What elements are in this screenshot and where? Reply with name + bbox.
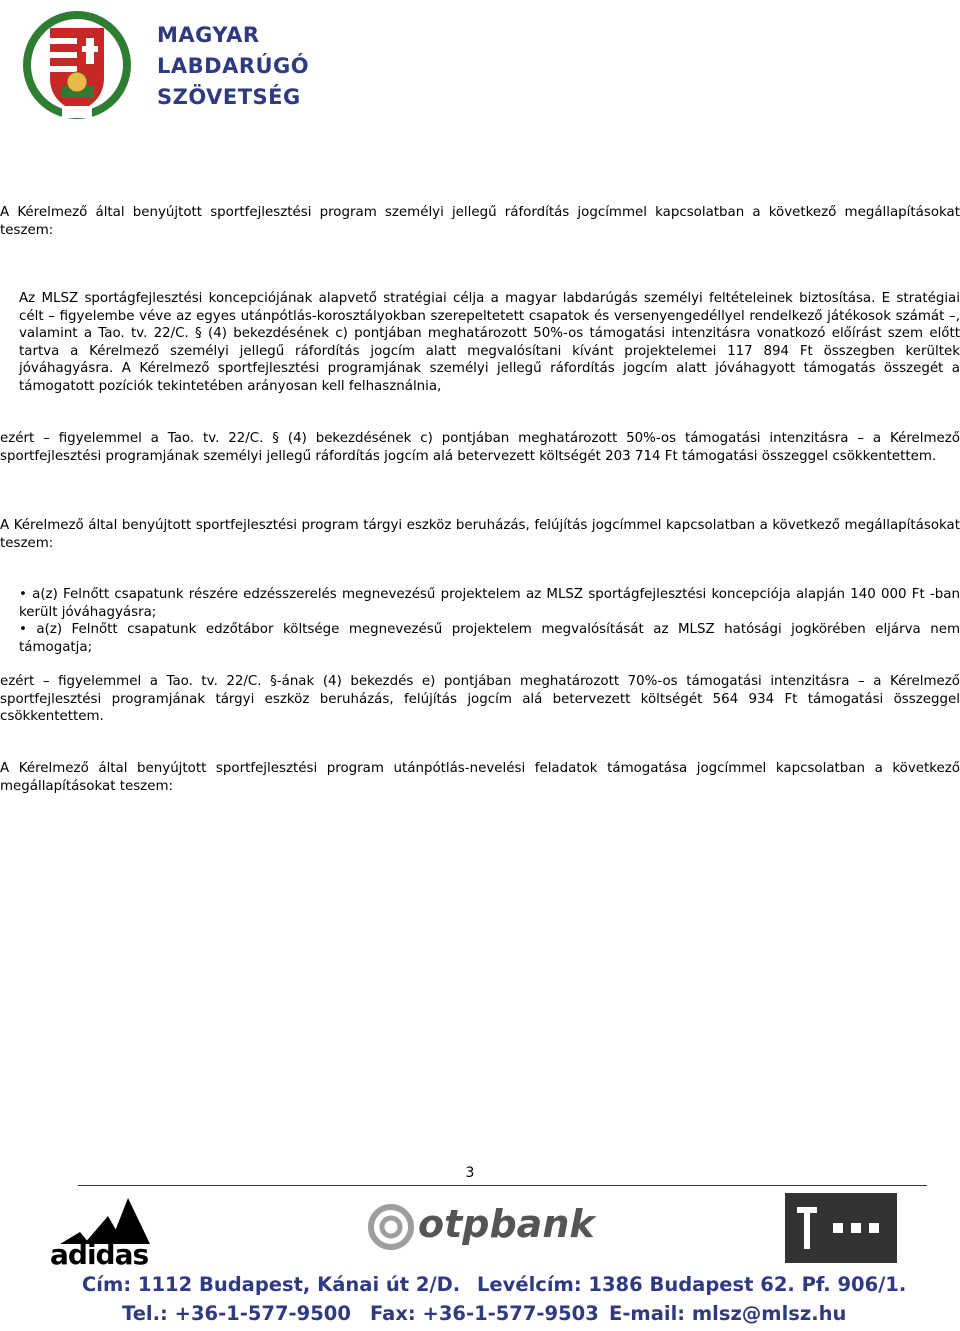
logo-line-2: LABDARÚGÓ	[157, 54, 310, 78]
paragraph-1	[0, 204, 960, 239]
paragraph-4-text: A Kérelmező által benyújtott sportfejlesztési program tárgyi eszköz beruházás, felújítás jogcímmel kapcsolatban a következő megállapításokat teszem:	[0, 518, 960, 551]
logo-line-3: SZÖVETSÉG	[157, 85, 301, 109]
footer-address: Cím: 1112 Budapest, Kánai út 2/D.	[82, 1273, 461, 1296]
footer-mail-address: Levélcím: 1386 Budapest 62. Pf. 906/1.	[477, 1273, 907, 1296]
page-number: 3	[465, 1165, 475, 1181]
bullet-item-2: • a(z) Felnőtt csapatunk edzőtábor költsége megnevezésű projektelem megvalósítását az MLSZ hatósági jogkörében eljárva nem támogatja;	[19, 622, 960, 655]
mlsz-seal-logo	[22, 6, 132, 124]
mlsz-logo-text	[157, 20, 309, 113]
otp-swirl-icon	[368, 1204, 414, 1250]
sponsor-logos	[0, 1188, 960, 1271]
paragraph-4	[0, 517, 960, 552]
telekom-logo	[785, 1193, 897, 1263]
paragraph-6	[0, 760, 960, 795]
otpbank-logo	[368, 1202, 595, 1254]
footer-email: E-mail: mlsz@mlsz.hu	[609, 1302, 847, 1325]
paragraph-5-text: ezért – figyelemmel a Tao. tv. 22/C. §-ának (4) bekezdés e) pontjában meghatározott 70%-os támogatási intenzitásra – a Kérelmező sportfejlesztési programjának tárgyi eszköz beruházás, felújítás jogcím alá betervezett költségét 564 934 Ft támogatási összeggel csökkentettem.	[0, 674, 960, 725]
footer-divider	[78, 1185, 927, 1186]
paragraph-2-text: Az MLSZ sportágfejlesztési koncepciójának alapvető stratégiai célja a magyar labdarúgás személyi feltételeinek biztosítása. E stratégiai célt – figyelembe véve az egyes utánpótlás-korosztályokban szerepeltetett csapatok és versenyengedéllyel rendelkező játékosok számát –, valamint a Tao. tv. 22/C. § (4) bekezdésének c) pontjában meghatározott 50%-os támogatási intenzitásra vonatkozó előírást szem előtt tartva a Kérelmező személyi jellegű ráfordítás jogcím alatt megvalósítani kívánt projektelemei 117 894 Ft összegben kerültek jóváhagyásra. A Kérelmező sportfejlesztési programjának személyi jellegű ráfordítás jogcím alatt jóváhagyott támogatás összegét a támogatott pozíciók tekintetében arányosan kell felhasználnia,	[19, 291, 960, 394]
logo-line-1: MAGYAR	[157, 23, 260, 47]
paragraph-2	[0, 290, 960, 396]
adidas-logo	[50, 1190, 160, 1270]
footer-fax: Fax: +36-1-577-9503	[370, 1302, 599, 1325]
adidas-wordmark: adidas	[50, 1238, 149, 1271]
bullet-list	[0, 586, 960, 656]
paragraph-1-text: A Kérelmező által benyújtott sportfejlesztési program személyi jellegű ráfordítás jogcímmel kapcsolatban a következő megállapításokat teszem:	[0, 205, 960, 238]
paragraph-6-text: A Kérelmező által benyújtott sportfejlesztési program utánpótlás-nevelési feladatok támogatása jogcímmel kapcsolatban a következő megállapításokat teszem:	[0, 761, 960, 794]
telekom-t-icon	[785, 1193, 897, 1263]
paragraph-3-text: ezért – figyelemmel a Tao. tv. 22/C. § (4) bekezdésének c) pontjában meghatározott 50%-os támogatási intenzitásra – a Kérelmező sportfejlesztési programjának személyi jellegű ráfordítás jogcím alá betervezett költségét 203 714 Ft támogatási összeggel csökkentettem.	[0, 431, 960, 464]
bullet-item-1: • a(z) Felnőtt csapatunk részére edzésszerelés megnevezésű projektelem az MLSZ sportágfejlesztési koncepciója alapján 140 000 Ft -ban került jóváhagyásra;	[19, 587, 960, 620]
paragraph-3	[0, 430, 960, 465]
paragraph-5	[0, 673, 960, 726]
footer-phone: Tel.: +36-1-577-9500	[122, 1302, 351, 1325]
otp-wordmark: otpbank	[418, 1202, 595, 1246]
